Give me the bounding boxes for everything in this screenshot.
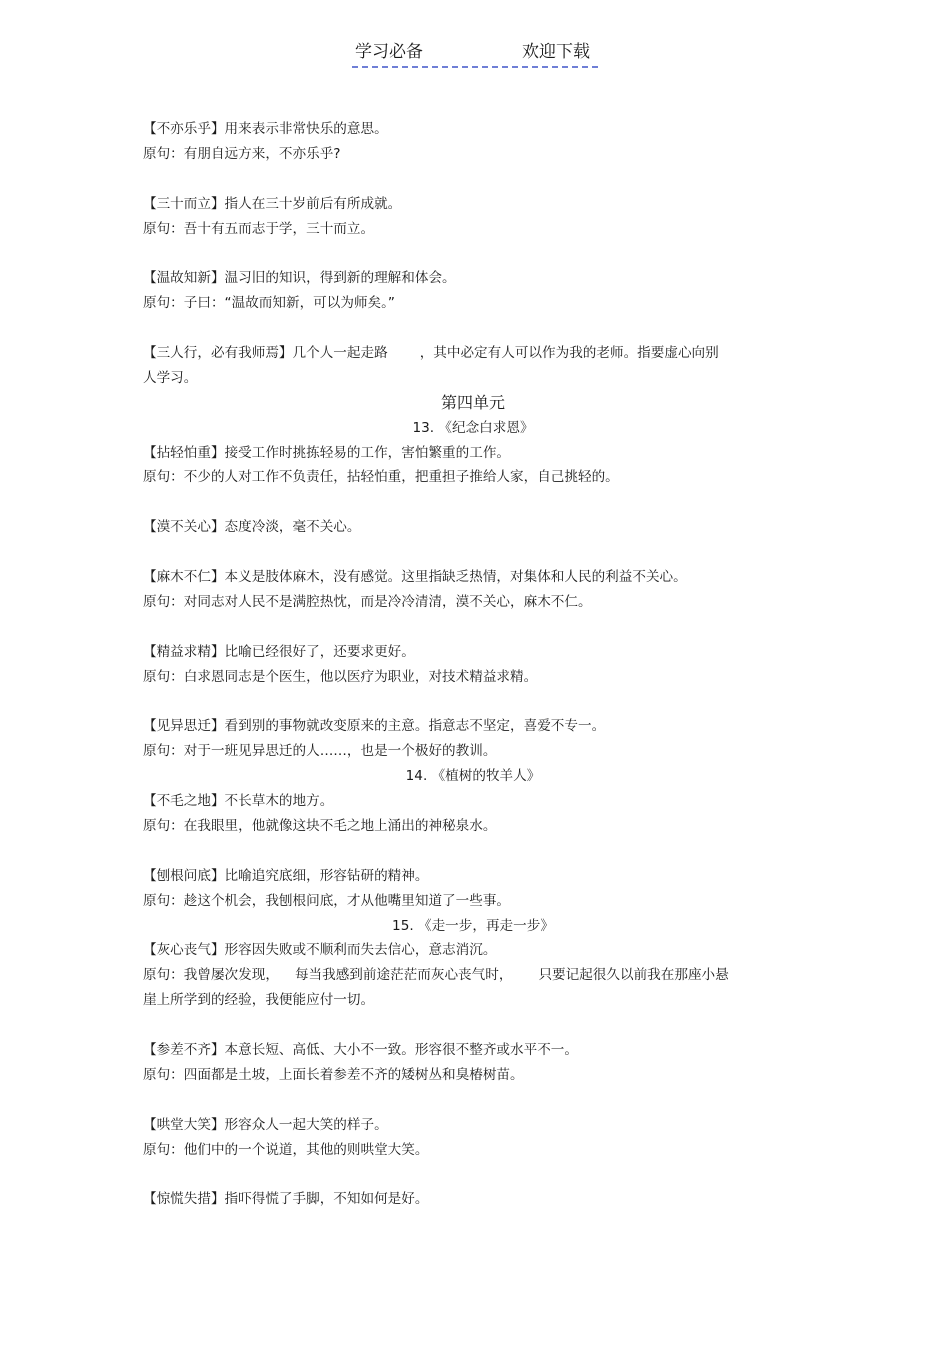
idiom-definition: 【漠不关心】态度冷淡，毫不关心。 — [143, 519, 361, 536]
idiom-source-part: 原句：我曾屡次发现， — [143, 967, 279, 984]
idiom-definition-part: 【三人行，必有我师焉】几个人一起走路 — [143, 345, 388, 362]
idiom-definition: 【拈轻怕重】接受工作时挑拣轻易的工作，害怕繁重的工作。 — [143, 444, 511, 461]
idiom-source-part: 每当我感到前途茫茫而灰心丧气时， — [294, 967, 513, 984]
lesson-title: 14. 《植树的牧羊人》 — [405, 768, 541, 785]
header-left-text: 学习必备 — [355, 42, 423, 62]
idiom-definition: 【精益求精】比喻已经很好了，还要求更好。 — [143, 643, 415, 660]
idiom-source: 原句：有朋自远方来，不亦乐乎? — [143, 145, 341, 162]
idiom-definition: 【灰心丧气】形容因失败或不顺利而失去信心，意志消沉。 — [143, 942, 497, 959]
idiom-source: 原句：吾十有五而志于学，三十而立。 — [143, 220, 375, 237]
idiom-source: 原句：四面都是土坡，上面长着参差不齐的矮树丛和臭椿树苗。 — [143, 1066, 524, 1083]
idiom-definition: 【麻木不仁】本义是肢体麻木，没有感觉。这里指缺乏热情，对集体和人民的利益不关心。 — [143, 569, 687, 586]
idiom-definition: 【哄堂大笑】形容众人一起大笑的样子。 — [143, 1116, 388, 1133]
lesson-title: 15. 《走一步，再走一步》 — [392, 917, 554, 934]
idiom-source — [143, 963, 803, 988]
header-right-text: 欢迎下载 — [522, 42, 590, 62]
idiom-source: 原句：子曰：“温故而知新，可以为师矣。” — [143, 295, 395, 312]
idiom-definition: 【参差不齐】本意长短、高低、大小不一致。形容很不整齐或水平不一。 — [143, 1041, 578, 1058]
document-body — [143, 117, 803, 1212]
idiom-source: 原句：白求恩同志是个医生，他以医疗为职业，对技术精益求精。 — [143, 668, 538, 685]
idiom-source: 原句：对于一班见异思迁的人……，也是一个极好的教训。 — [143, 743, 497, 760]
idiom-definition — [143, 341, 803, 366]
lesson-title: 13. 《纪念白求恩》 — [412, 419, 534, 436]
idiom-definition: 【温故知新】温习旧的知识，得到新的理解和体会。 — [143, 270, 456, 287]
idiom-definition: 【惊慌失措】指吓得慌了手脚，不知如何是好。 — [143, 1191, 429, 1208]
idiom-source: 原句：对同志对人民不是满腔热忱，而是冷冷清清，漠不关心，麻木不仁。 — [143, 593, 592, 610]
idiom-definition-part: ，其中必定有人可以作为我的老师。指要虚心向别 — [419, 345, 719, 362]
idiom-definition: 【刨根问底】比喻追究底细，形容钻研的精神。 — [143, 867, 429, 884]
idiom-source: 原句：趁这个机会，我刨根问底，才从他嘴里知道了一些事。 — [143, 892, 511, 909]
idiom-source: 原句：不少的人对工作不负责任，拈轻怕重，把重担子推给人家，自己挑轻的。 — [143, 469, 619, 486]
idiom-source: 原句：在我眼里，他就像这块不毛之地上涌出的神秘泉水。 — [143, 817, 497, 834]
idiom-definition-continued: 人学习。 — [143, 369, 198, 386]
unit-title: 第四单元 — [440, 392, 505, 412]
idiom-source-continued: 崖上所学到的经验，我便能应付一切。 — [143, 992, 375, 1009]
page-header — [352, 40, 598, 68]
idiom-source-part: 只要记起很久以前我在那座小悬 — [538, 967, 729, 984]
idiom-definition: 【见异思迁】看到别的事物就改变原来的主意。指意志不坚定，喜爱不专一。 — [143, 718, 606, 735]
idiom-source: 原句：他们中的一个说道，其他的则哄堂大笑。 — [143, 1141, 429, 1158]
idiom-definition: 【不亦乐乎】用来表示非常快乐的意思。 — [143, 121, 388, 137]
idiom-definition: 【不毛之地】不长草木的地方。 — [143, 793, 334, 810]
idiom-definition: 【三十而立】指人在三十岁前后有所成就。 — [143, 195, 402, 212]
